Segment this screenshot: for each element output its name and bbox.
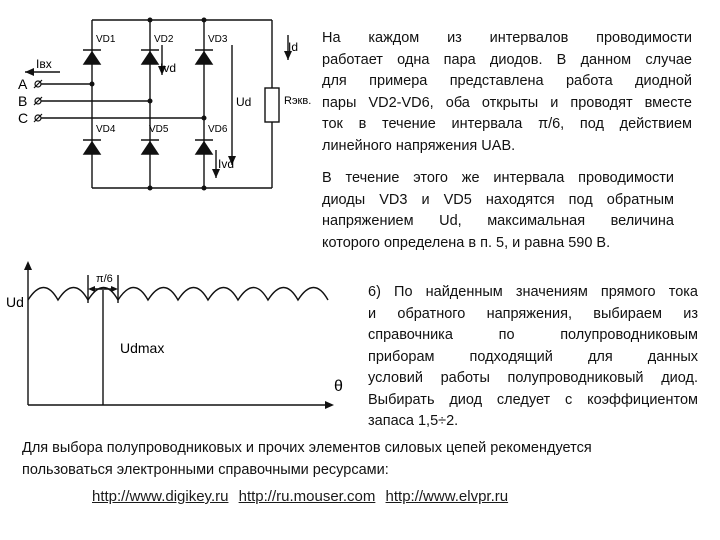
text-line: напряжением Ud, максимальная величина <box>322 213 674 229</box>
text-line: и обратного напряжения, выбираем из <box>368 305 698 322</box>
paragraph-diode-selection <box>368 282 698 433</box>
text-line: пары VD2-VD6, оба открыты и проводят вместе <box>322 94 692 111</box>
rectifier-circuit-diagram <box>0 0 320 200</box>
label-vd1: VD1 <box>96 34 116 45</box>
label-wave-ud: Ud <box>6 294 24 310</box>
diode-vd6-symbol <box>196 142 212 154</box>
text-line: диоды VD3 и VD5 находятся под обратным <box>322 191 674 208</box>
label-vd5: VD5 <box>149 124 169 135</box>
text-line: для примера представлена работа диодной <box>322 73 692 89</box>
label-wave-udmax: Udmax <box>120 340 165 356</box>
diode-vd3-symbol <box>196 52 212 64</box>
label-phase-c: C <box>18 110 29 126</box>
paragraph-intervals <box>322 28 692 157</box>
label-r-eq: Rэкв. <box>284 95 312 107</box>
text-line: ток в течение интервала π/6, под действием <box>322 116 692 132</box>
resource-links <box>92 488 514 505</box>
label-i-d: Id <box>288 40 299 54</box>
paragraph-reverse-voltage <box>322 168 674 254</box>
text-line: Для выбора полупроводниковых и прочих элементов силовых цепей рекомендуется <box>22 440 592 456</box>
label-i-vd-bottom: Ivd <box>218 157 235 171</box>
label-wave-interval: π/6 <box>96 273 113 285</box>
text-line: линейного напряжения UAB. <box>322 137 516 154</box>
label-i-vd-top: Ivd <box>160 61 177 75</box>
text-line: которого определена в п. 5, и равна 590 В. <box>322 234 611 251</box>
text-line: справочника по полупроводниковым <box>368 327 698 343</box>
text-line: пользоваться электронными справочными ресурсами: <box>22 461 389 478</box>
label-phase-a: A <box>18 76 28 92</box>
diode-vd4-symbol <box>84 142 100 154</box>
label-vd3: VD3 <box>208 34 228 45</box>
text-line: 6) По найденным значениям прямого тока <box>368 284 698 300</box>
text-line: условий работы полупроводниковый диод. <box>368 370 698 386</box>
label-wave-theta: θ <box>334 378 343 395</box>
label-phase-b: B <box>18 93 28 109</box>
label-vd4: VD4 <box>96 124 116 135</box>
text-line: Выбирать диод следует с коэффициентом <box>368 391 698 408</box>
label-u-d: Ud <box>236 95 252 109</box>
text-line: работает одна пара диодов. В данном случае <box>322 51 692 68</box>
text-line: приборам подходящий для данных <box>368 348 698 365</box>
text-line: На каждом из интервалов проводимости <box>322 30 692 46</box>
ripple-curve <box>28 288 328 301</box>
diode-vd1-symbol <box>84 52 100 64</box>
link-mouser[interactable]: http://ru.mouser.com <box>238 488 376 505</box>
diode-vd5-symbol <box>142 142 158 154</box>
link-elvpr[interactable]: http://www.elvpr.ru <box>385 488 509 505</box>
label-i-in: Iвх <box>36 57 52 71</box>
voltage-waveform-diagram <box>0 255 360 420</box>
label-vd6: VD6 <box>208 124 228 135</box>
link-digikey[interactable]: http://www.digikey.ru <box>92 488 229 505</box>
text-line: В течение этого же интервала проводимости <box>322 170 674 186</box>
label-vd2: VD2 <box>154 34 174 45</box>
paragraph-resources <box>22 438 712 481</box>
diode-vd2-symbol <box>142 52 158 64</box>
text-line: запаса 1,5÷2. <box>368 413 459 429</box>
